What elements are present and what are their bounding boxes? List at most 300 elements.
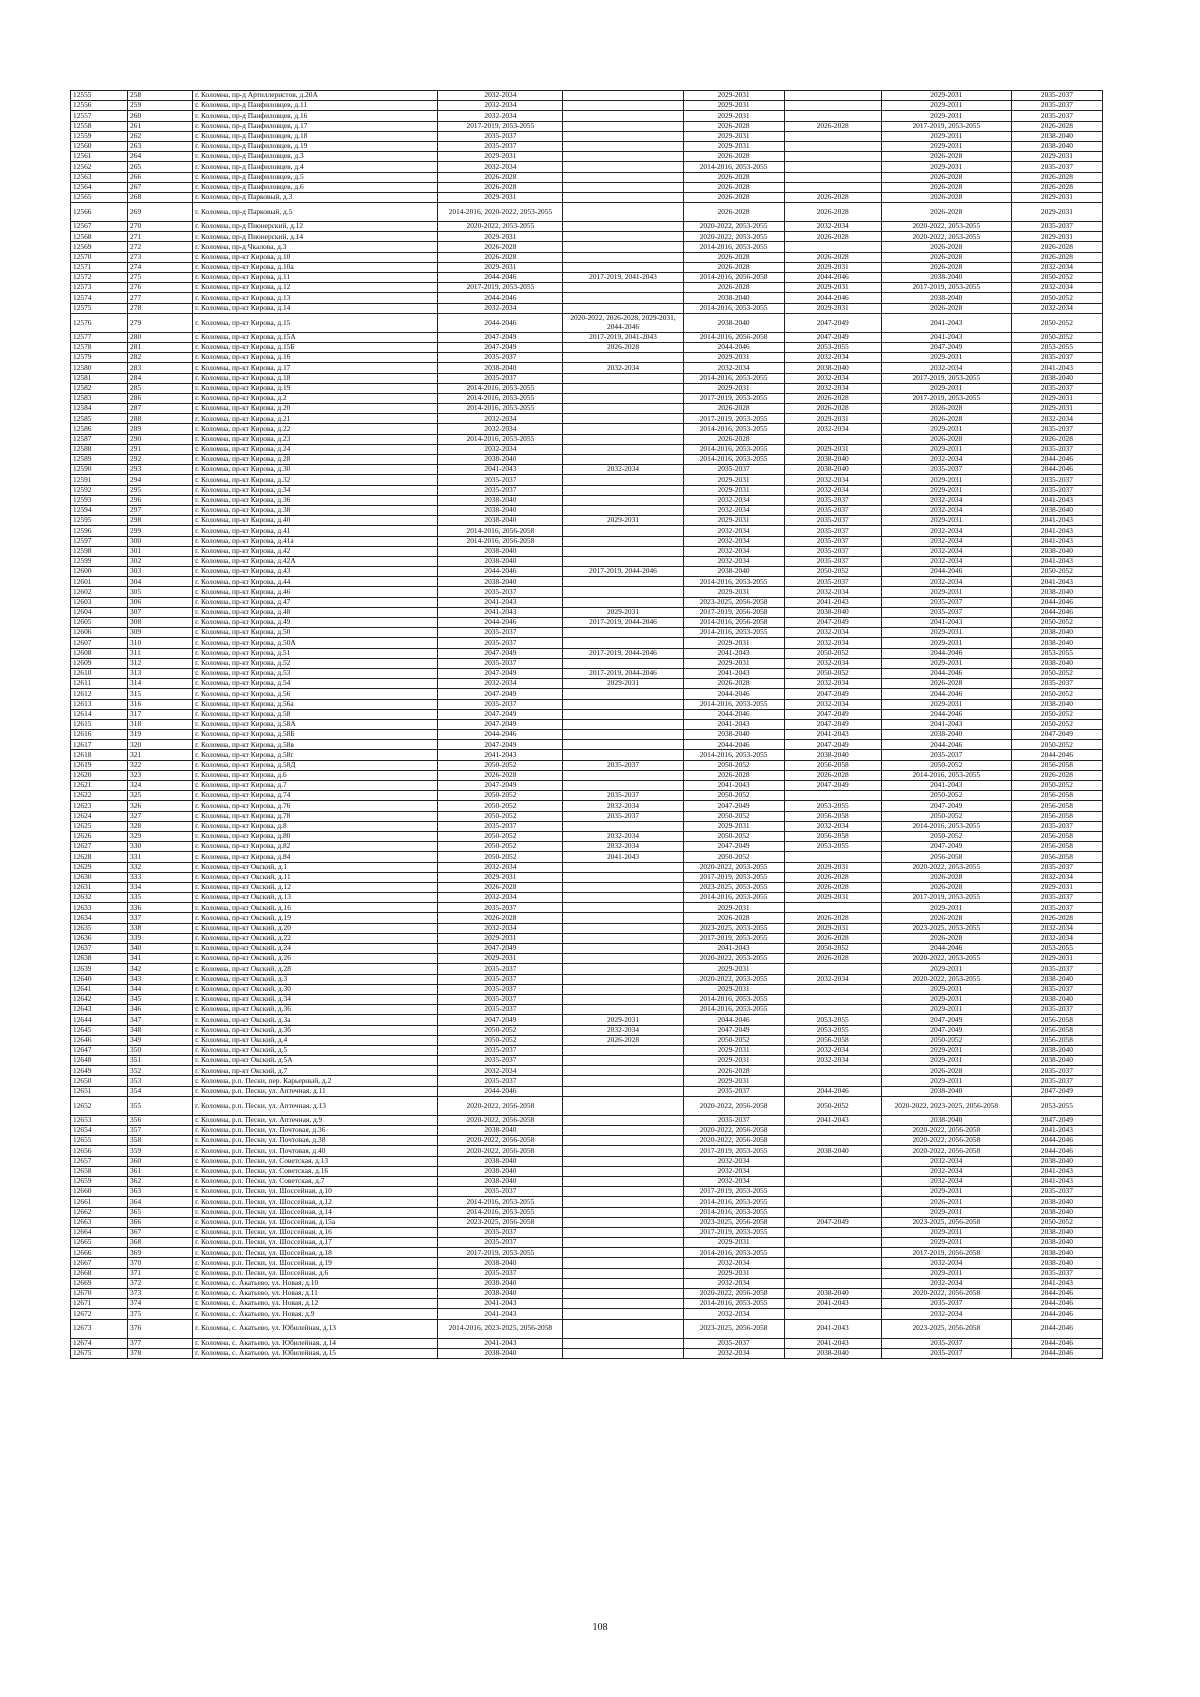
item-index-cell: 281 (128, 342, 193, 352)
period-cell-1: 2029-2031 (438, 192, 563, 202)
address-cell: г. Коломна, пр-д Панфиловцев, д.17 (193, 121, 438, 131)
address-cell: г. Коломна, р.п. Пески, ул. Аптечная, д.9 (193, 1115, 438, 1125)
row-number-cell: 12581 (71, 373, 128, 383)
period-cell-3: 2029-2031 (683, 658, 784, 668)
period-cell-1: 2047-2049 (438, 719, 563, 729)
period-cell-4: 2050-2052 (784, 648, 881, 658)
period-cell-6: 2050-2052 (1011, 1217, 1102, 1227)
period-cell-3: 2029-2031 (683, 1238, 784, 1248)
table-row (71, 162, 1103, 172)
row-number-cell: 12566 (71, 203, 128, 222)
period-cell-3: 2044-2046 (683, 1015, 784, 1025)
period-cell-1: 2038-2040 (438, 1258, 563, 1268)
row-number-cell: 12591 (71, 475, 128, 485)
period-cell-2: 2032-2034 (563, 465, 683, 475)
period-cell-5: 2047-2049 (881, 801, 1011, 811)
period-cell-5: 2020-2022, 2053-2055 (881, 974, 1011, 984)
period-cell-6: 2035-2037 (1011, 1076, 1102, 1086)
row-number-cell: 12671 (71, 1299, 128, 1309)
period-cell-1: 2032-2034 (438, 303, 563, 313)
period-cell-3: 2026-2028 (683, 182, 784, 192)
period-cell-4: 2038-2040 (784, 607, 881, 617)
period-cell-2 (563, 750, 683, 760)
period-cell-5: 2020-2022, 2053-2055 (881, 232, 1011, 242)
item-index-cell: 337 (128, 913, 193, 923)
period-cell-2 (563, 1238, 683, 1248)
period-cell-1: 2035-2037 (438, 1227, 563, 1237)
row-number-cell: 12622 (71, 791, 128, 801)
period-cell-3: 2014-2016, 2053-2055 (683, 1299, 784, 1309)
row-number-cell: 12648 (71, 1056, 128, 1066)
row-number-cell: 12586 (71, 424, 128, 434)
period-cell-4: 2041-2043 (784, 1115, 881, 1125)
period-cell-4: 2032-2034 (784, 658, 881, 668)
address-cell: г. Коломна, пр-кт Окский, д.5 (193, 1045, 438, 1055)
period-cell-1: 2032-2034 (438, 414, 563, 424)
period-cell-1: 2038-2040 (438, 1278, 563, 1288)
period-cell-3: 2026-2028 (683, 252, 784, 262)
address-cell: г. Коломна, р.п. Пески, ул. Шоссейная, д.10 (193, 1187, 438, 1197)
period-cell-6: 2038-2040 (1011, 546, 1102, 556)
period-cell-5: 2032-2034 (881, 363, 1011, 373)
period-cell-2 (563, 689, 683, 699)
schedule-table-body (71, 91, 1103, 1359)
table-row (71, 1248, 1103, 1258)
period-cell-4 (784, 1076, 881, 1086)
item-index-cell: 299 (128, 526, 193, 536)
item-index-cell: 344 (128, 984, 193, 994)
period-cell-1: 2038-2040 (438, 1176, 563, 1186)
period-cell-4: 2032-2034 (784, 679, 881, 689)
period-cell-2: 2026-2028 (563, 342, 683, 352)
period-cell-2 (563, 923, 683, 933)
period-cell-2: 2032-2034 (563, 363, 683, 373)
period-cell-1: 2035-2037 (438, 964, 563, 974)
period-cell-2 (563, 1126, 683, 1136)
row-number-cell: 12646 (71, 1035, 128, 1045)
period-cell-5: 2017-2019, 2056-2058 (881, 1248, 1011, 1258)
period-cell-6: 2035-2037 (1011, 383, 1102, 393)
period-cell-5: 2038-2040 (881, 273, 1011, 283)
table-row (71, 516, 1103, 526)
item-index-cell: 284 (128, 373, 193, 383)
period-cell-5: 2026-2028 (881, 252, 1011, 262)
period-cell-6: 2035-2037 (1011, 1066, 1102, 1076)
item-index-cell: 307 (128, 607, 193, 617)
table-row (71, 465, 1103, 475)
period-cell-2 (563, 262, 683, 272)
period-cell-5: 2029-2031 (881, 587, 1011, 597)
row-number-cell: 12645 (71, 1025, 128, 1035)
period-cell-3: 2014-2016, 2053-2055 (683, 1197, 784, 1207)
period-cell-2 (563, 709, 683, 719)
row-number-cell: 12606 (71, 628, 128, 638)
item-index-cell: 318 (128, 719, 193, 729)
period-cell-4 (784, 1309, 881, 1319)
item-index-cell: 340 (128, 944, 193, 954)
period-cell-4: 2038-2040 (784, 750, 881, 760)
period-cell-6: 2044-2046 (1011, 1299, 1102, 1309)
table-row (71, 1146, 1103, 1156)
period-cell-1: 2020-2022, 2056-2058 (438, 1096, 563, 1115)
period-cell-4: 2032-2034 (784, 638, 881, 648)
table-row (71, 1035, 1103, 1045)
period-cell-1: 2050-2052 (438, 852, 563, 862)
row-number-cell: 12657 (71, 1156, 128, 1166)
period-cell-4: 2056-2058 (784, 831, 881, 841)
period-cell-6: 2056-2058 (1011, 831, 1102, 841)
period-cell-4: 2056-2058 (784, 1035, 881, 1045)
table-row (71, 404, 1103, 414)
period-cell-2 (563, 475, 683, 485)
item-index-cell: 285 (128, 383, 193, 393)
table-row (71, 872, 1103, 882)
period-cell-3: 2041-2043 (683, 944, 784, 954)
period-cell-5: 2029-2031 (881, 383, 1011, 393)
row-number-cell: 12578 (71, 342, 128, 352)
item-index-cell: 371 (128, 1268, 193, 1278)
table-row (71, 791, 1103, 801)
period-cell-5: 2035-2037 (881, 465, 1011, 475)
address-cell: г. Коломна, пр-д Пионерский, д.14 (193, 232, 438, 242)
period-cell-3: 2023-2025, 2056-2058 (683, 1319, 784, 1338)
period-cell-6: 2038-2040 (1011, 628, 1102, 638)
period-cell-4: 2026-2028 (784, 192, 881, 202)
row-number-cell: 12659 (71, 1176, 128, 1186)
period-cell-3: 2020-2022, 2053-2055 (683, 954, 784, 964)
period-cell-5: 2020-2022, 2053-2055 (881, 222, 1011, 232)
period-cell-5: 2029-2031 (881, 353, 1011, 363)
row-number-cell: 12594 (71, 505, 128, 515)
period-cell-3: 2020-2022, 2053-2055 (683, 974, 784, 984)
row-number-cell: 12650 (71, 1076, 128, 1086)
row-number-cell: 12587 (71, 434, 128, 444)
period-cell-4: 2038-2040 (784, 363, 881, 373)
period-cell-4 (784, 182, 881, 192)
period-cell-3: 2014-2016, 2056-2058 (683, 273, 784, 283)
period-cell-1: 2038-2040 (438, 363, 563, 373)
period-cell-5: 2050-2052 (881, 791, 1011, 801)
table-row (71, 933, 1103, 943)
period-cell-3: 2026-2028 (683, 283, 784, 293)
row-number-cell: 12572 (71, 273, 128, 283)
table-row (71, 111, 1103, 121)
period-cell-5: 2047-2049 (881, 1015, 1011, 1025)
table-row (71, 923, 1103, 933)
item-index-cell: 260 (128, 111, 193, 121)
period-cell-1: 2026-2028 (438, 182, 563, 192)
period-cell-2 (563, 1299, 683, 1309)
row-number-cell: 12642 (71, 994, 128, 1004)
period-cell-1: 2050-2052 (438, 760, 563, 770)
period-cell-5: 2026-2028 (881, 172, 1011, 182)
address-cell: г. Коломна, р.п. Пески, ул. Шоссейная, д.17 (193, 1238, 438, 1248)
row-number-cell: 12600 (71, 567, 128, 577)
period-cell-4 (784, 1248, 881, 1258)
row-number-cell: 12599 (71, 556, 128, 566)
row-number-cell: 12583 (71, 393, 128, 403)
table-row (71, 1299, 1103, 1309)
table-row (71, 913, 1103, 923)
item-index-cell: 328 (128, 821, 193, 831)
period-cell-6: 2056-2058 (1011, 842, 1102, 852)
period-cell-1: 2035-2037 (438, 984, 563, 994)
period-cell-2: 2020-2022, 2026-2028, 2029-2031, 2044-2046 (563, 313, 683, 332)
period-cell-1: 2026-2028 (438, 913, 563, 923)
item-index-cell: 310 (128, 638, 193, 648)
row-number-cell: 12573 (71, 283, 128, 293)
period-cell-2: 2017-2019, 2041-2043 (563, 273, 683, 283)
table-row (71, 505, 1103, 515)
period-cell-5: 2029-2031 (881, 101, 1011, 111)
period-cell-3: 2029-2031 (683, 964, 784, 974)
period-cell-3: 2032-2034 (683, 1348, 784, 1358)
period-cell-4: 2044-2046 (784, 1086, 881, 1096)
period-cell-6: 2044-2046 (1011, 1319, 1102, 1338)
row-number-cell: 12675 (71, 1348, 128, 1358)
period-cell-5: 2026-2031 (881, 1197, 1011, 1207)
item-index-cell: 355 (128, 1096, 193, 1115)
table-row (71, 842, 1103, 852)
item-index-cell: 272 (128, 242, 193, 252)
period-cell-2 (563, 222, 683, 232)
item-index-cell: 346 (128, 1005, 193, 1015)
table-row (71, 434, 1103, 444)
address-cell: г. Коломна, пр-кт Кирова, д.18 (193, 373, 438, 383)
period-cell-3: 2029-2031 (683, 131, 784, 141)
period-cell-4 (784, 1268, 881, 1278)
period-cell-4: 2026-2028 (784, 203, 881, 222)
item-index-cell: 354 (128, 1086, 193, 1096)
period-cell-3: 2038-2040 (683, 567, 784, 577)
address-cell: г. Коломна, пр-кт Кирова, д.30 (193, 465, 438, 475)
period-cell-2 (563, 404, 683, 414)
row-number-cell: 12565 (71, 192, 128, 202)
period-cell-2 (563, 628, 683, 638)
row-number-cell: 12649 (71, 1066, 128, 1076)
period-cell-4: 2029-2031 (784, 923, 881, 933)
period-cell-1: 2038-2040 (438, 455, 563, 465)
item-index-cell: 273 (128, 252, 193, 262)
period-cell-2 (563, 434, 683, 444)
period-cell-5: 2041-2043 (881, 781, 1011, 791)
period-cell-5: 2026-2028 (881, 933, 1011, 943)
period-cell-6: 2038-2040 (1011, 1227, 1102, 1237)
table-row (71, 383, 1103, 393)
table-row (71, 944, 1103, 954)
address-cell: г. Коломна, пр-кт Кирова, д.78 (193, 811, 438, 821)
period-cell-1: 2029-2031 (438, 232, 563, 242)
item-index-cell: 360 (128, 1156, 193, 1166)
period-cell-5: 2029-2031 (881, 111, 1011, 121)
row-number-cell: 12584 (71, 404, 128, 414)
period-cell-5: 2044-2046 (881, 689, 1011, 699)
period-cell-2 (563, 162, 683, 172)
period-cell-1: 2047-2049 (438, 781, 563, 791)
period-cell-4 (784, 1176, 881, 1186)
item-index-cell: 266 (128, 172, 193, 182)
period-cell-2 (563, 1156, 683, 1166)
period-cell-6: 2053-2055 (1011, 342, 1102, 352)
period-cell-2 (563, 1278, 683, 1288)
period-cell-3: 2017-2019, 2053-2055 (683, 414, 784, 424)
address-cell: г. Коломна, пр-д Панфиловцев, д.4 (193, 162, 438, 172)
period-cell-6: 2029-2031 (1011, 954, 1102, 964)
period-cell-6: 2044-2046 (1011, 1146, 1102, 1156)
period-cell-4: 2035-2037 (784, 495, 881, 505)
address-cell: г. Коломна, пр-кт Кирова, д.48 (193, 607, 438, 617)
period-cell-1: 2035-2037 (438, 1045, 563, 1055)
table-row (71, 192, 1103, 202)
item-index-cell: 262 (128, 131, 193, 141)
row-number-cell: 12610 (71, 668, 128, 678)
table-row (71, 750, 1103, 760)
address-cell: г. Коломна, пр-кт Окский, д.12 (193, 882, 438, 892)
period-cell-2 (563, 719, 683, 729)
row-number-cell: 12634 (71, 913, 128, 923)
period-cell-2 (563, 893, 683, 903)
period-cell-2 (563, 597, 683, 607)
period-cell-1: 2020-2022, 2056-2058 (438, 1146, 563, 1156)
period-cell-5: 2041-2043 (881, 332, 1011, 342)
period-cell-6: 2044-2046 (1011, 465, 1102, 475)
period-cell-6: 2047-2049 (1011, 1086, 1102, 1096)
address-cell: г. Коломна, пр-д Парковый, д.5 (193, 203, 438, 222)
period-cell-5: 2044-2046 (881, 709, 1011, 719)
period-cell-1: 2029-2031 (438, 152, 563, 162)
item-index-cell: 377 (128, 1338, 193, 1348)
period-cell-5: 2026-2028 (881, 434, 1011, 444)
item-index-cell: 359 (128, 1146, 193, 1156)
period-cell-2 (563, 903, 683, 913)
period-cell-3: 2029-2031 (683, 1268, 784, 1278)
period-cell-3: 2044-2046 (683, 740, 784, 750)
period-cell-6: 2026-2028 (1011, 252, 1102, 262)
period-cell-4: 2050-2052 (784, 668, 881, 678)
period-cell-2 (563, 821, 683, 831)
period-cell-5: 2032-2034 (881, 526, 1011, 536)
row-number-cell: 12667 (71, 1258, 128, 1268)
period-cell-6: 2041-2043 (1011, 363, 1102, 373)
table-row (71, 1309, 1103, 1319)
period-cell-5: 2038-2040 (881, 1086, 1011, 1096)
row-number-cell: 12592 (71, 485, 128, 495)
period-cell-3: 2014-2016, 2053-2055 (683, 1207, 784, 1217)
period-cell-3: 2026-2028 (683, 172, 784, 182)
period-cell-4: 2044-2046 (784, 293, 881, 303)
period-cell-2 (563, 577, 683, 587)
period-cell-1: 2041-2043 (438, 750, 563, 760)
row-number-cell: 12598 (71, 546, 128, 556)
period-cell-6: 2056-2058 (1011, 1015, 1102, 1025)
period-cell-1: 2035-2037 (438, 141, 563, 151)
period-cell-4: 2032-2034 (784, 699, 881, 709)
period-cell-6: 2038-2040 (1011, 658, 1102, 668)
period-cell-3: 2032-2034 (683, 363, 784, 373)
period-cell-4 (784, 1278, 881, 1288)
period-cell-4 (784, 791, 881, 801)
period-cell-5: 2029-2031 (881, 638, 1011, 648)
address-cell: г. Коломна, пр-кт Окский, д.13 (193, 893, 438, 903)
period-cell-6: 2035-2037 (1011, 1187, 1102, 1197)
item-index-cell: 293 (128, 465, 193, 475)
period-cell-3: 2029-2031 (683, 821, 784, 831)
period-cell-1: 2044-2046 (438, 273, 563, 283)
item-index-cell: 374 (128, 1299, 193, 1309)
period-cell-3: 2032-2034 (683, 536, 784, 546)
address-cell: г. Коломна, пр-кт Кирова, д.80 (193, 831, 438, 841)
table-row (71, 740, 1103, 750)
period-cell-5: 2020-2022, 2053-2055 (881, 862, 1011, 872)
period-cell-6: 2026-2028 (1011, 913, 1102, 923)
address-cell: г. Коломна, пр-кт Кирова, д.49 (193, 618, 438, 628)
period-cell-4: 2038-2040 (784, 1146, 881, 1156)
period-cell-5: 2032-2034 (881, 1258, 1011, 1268)
period-cell-1: 2032-2034 (438, 1066, 563, 1076)
period-cell-1: 2017-2019, 2053-2055 (438, 1248, 563, 1258)
period-cell-3: 2017-2019, 2053-2055 (683, 1187, 784, 1197)
period-cell-1: 2035-2037 (438, 903, 563, 913)
table-row (71, 313, 1103, 332)
table-row (71, 893, 1103, 903)
item-index-cell: 365 (128, 1207, 193, 1217)
period-cell-4 (784, 1166, 881, 1176)
period-cell-1: 2026-2028 (438, 242, 563, 252)
period-cell-3: 2014-2016, 2053-2055 (683, 373, 784, 383)
period-cell-4: 2032-2034 (784, 424, 881, 434)
period-cell-3: 2014-2016, 2053-2055 (683, 444, 784, 454)
period-cell-5: 2047-2049 (881, 1025, 1011, 1035)
period-cell-5: 2029-2031 (881, 1045, 1011, 1055)
period-cell-5: 2032-2034 (881, 546, 1011, 556)
period-cell-1: 2047-2049 (438, 648, 563, 658)
period-cell-6: 2053-2055 (1011, 944, 1102, 954)
address-cell: г. Коломна, пр-кт Кирова, д.24 (193, 444, 438, 454)
period-cell-2 (563, 994, 683, 1004)
period-cell-4: 2047-2049 (784, 618, 881, 628)
table-row (71, 668, 1103, 678)
period-cell-2: 2029-2031 (563, 1015, 683, 1025)
table-row (71, 203, 1103, 222)
period-cell-3: 2038-2040 (683, 313, 784, 332)
period-cell-4: 2038-2040 (784, 1289, 881, 1299)
period-cell-6: 2029-2031 (1011, 152, 1102, 162)
period-cell-2 (563, 699, 683, 709)
item-index-cell: 322 (128, 760, 193, 770)
item-index-cell: 296 (128, 495, 193, 505)
item-index-cell: 304 (128, 577, 193, 587)
period-cell-6: 2029-2031 (1011, 203, 1102, 222)
table-row (71, 719, 1103, 729)
period-cell-6: 2041-2043 (1011, 526, 1102, 536)
period-cell-5: 2020-2022, 2023-2025, 2056-2058 (881, 1096, 1011, 1115)
period-cell-5: 2029-2031 (881, 1187, 1011, 1197)
period-cell-3: 2026-2028 (683, 770, 784, 780)
period-cell-5: 2029-2031 (881, 162, 1011, 172)
period-cell-1: 2035-2037 (438, 1076, 563, 1086)
period-cell-4: 2038-2040 (784, 465, 881, 475)
row-number-cell: 12616 (71, 730, 128, 740)
period-cell-6: 2038-2040 (1011, 699, 1102, 709)
address-cell: г. Коломна, пр-кт Кирова, д.44 (193, 577, 438, 587)
period-cell-3: 2029-2031 (683, 638, 784, 648)
item-index-cell: 264 (128, 152, 193, 162)
period-cell-4 (784, 1066, 881, 1076)
period-cell-1: 2050-2052 (438, 811, 563, 821)
period-cell-4 (784, 131, 881, 141)
period-cell-6: 2038-2040 (1011, 1156, 1102, 1166)
table-row (71, 1207, 1103, 1217)
